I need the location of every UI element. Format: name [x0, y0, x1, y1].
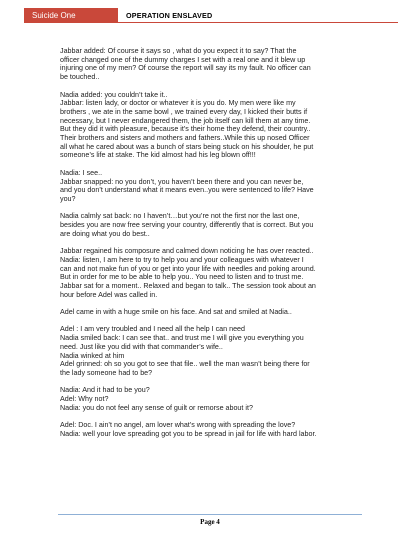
- book-title-label: Suicide One: [24, 8, 118, 23]
- text-line: and you don’t understand what it means even..you were sentenced to life? Have: [60, 186, 314, 195]
- text-line: Jabbar sat for a moment.. Relaxed and began to talk.. The session took about an: [60, 281, 316, 290]
- text-line: officer changed one of the dummy charges I set with a real one and it blew up: [60, 55, 306, 64]
- text-line: Adel: Why not?: [60, 395, 109, 404]
- text-line: you?: [60, 194, 76, 203]
- text-line: someone’s life at stake. The kid almost had his leg blown off!!!: [60, 151, 256, 160]
- text-line: be touched..: [60, 73, 100, 82]
- text-line: Adel : I am very troubled and I need all the help I can need: [60, 325, 245, 334]
- text-line: need. Just like you did with that commander’s wife..: [60, 342, 223, 351]
- paragraph: [60, 386, 400, 412]
- text-line: can and not make fun of you or get into your life with needles and poking around.: [60, 264, 316, 273]
- footer-rule: [58, 514, 362, 515]
- text-line: Nadia: you do not feel any sense of guilt or remorse about it?: [60, 403, 253, 412]
- paragraph: [60, 247, 400, 299]
- text-line: Nadia winked at him: [60, 351, 125, 360]
- text-line: Nadia: I see..: [60, 168, 103, 177]
- text-line: Nadia: well your love spreading got you to be spread in jail for life with hard labor.: [60, 429, 317, 438]
- paragraph: [60, 325, 400, 377]
- text-line: necessary, but I never endangered them, the job itself can kill them at any time.: [60, 116, 311, 125]
- paragraph: [60, 91, 400, 161]
- text-line: injuring one of my men? Of course the report will say its my fault. No officer can: [60, 64, 311, 73]
- text-line: hour before Adel was called in.: [60, 290, 158, 299]
- text-line: Their brothers and sisters and mothers and fathers..While this up nosed Officer: [60, 134, 310, 143]
- text-line: Nadia smiled back: I can see that.. and trust me I will give you everything you: [60, 334, 304, 343]
- paragraph: [60, 47, 400, 82]
- text-line: Adel: Doc. I ain’t no angel, am lover what’s wrong with spreading the love?: [60, 421, 296, 430]
- text-line: Nadia: And it had to be you?: [60, 386, 150, 395]
- text-line: all what he cared about was a bunch of stars being stuck on his shoulder, he put: [60, 142, 314, 151]
- paragraph: [60, 212, 400, 238]
- page-body: [60, 47, 400, 447]
- running-header: [24, 8, 398, 23]
- text-line: brothers , we ate in the same bowl , we trained every day, I kicked their butts if: [60, 107, 308, 116]
- text-line: Nadia: listen, I am here to try to help you and your colleagues with whatever I: [60, 255, 304, 264]
- text-line: Jabbar snapped: no you don’t, you haven’t been there and you can never be,: [60, 177, 304, 186]
- text-line: the lady someone had to be?: [60, 368, 153, 377]
- text-line: Adel came in with a huge smile on his face. And sat and smiled at Nadia..: [60, 308, 292, 317]
- paragraph: [60, 169, 400, 204]
- text-line: Nadia added: you couldn’t take it..: [60, 90, 168, 99]
- paragraph: [60, 308, 400, 317]
- text-line: Jabbar: listen lady, or doctor or whatever it is you do. My men were like my: [60, 99, 296, 108]
- text-line: besides you are now free serving your country, differently that is correct. But you: [60, 221, 314, 230]
- page-number: Page 4: [200, 518, 220, 526]
- text-line: But they did it with pleasure, because it’s their home they defend, their country..: [60, 125, 311, 134]
- text-line: Jabbar added: Of course it says so , what do you expect it to say? That the: [60, 47, 297, 55]
- text-line: Jabbar regained his composure and calmed down noticing he has over reacted..: [60, 247, 314, 256]
- paragraph: [60, 421, 400, 438]
- text-line: But in order for me to be able to help you.. You need to listen and to trust me.: [60, 273, 304, 282]
- text-line: Adel grinned: oh so you got to see that file.. well the man wasn’t being there for: [60, 360, 310, 369]
- chapter-title-label: OPERATION ENSLAVED: [118, 8, 398, 23]
- text-line: Nadia calmly sat back: no I haven’t…but you’re not the first nor the last one,: [60, 212, 300, 221]
- text-line: are doing what you do best..: [60, 229, 150, 238]
